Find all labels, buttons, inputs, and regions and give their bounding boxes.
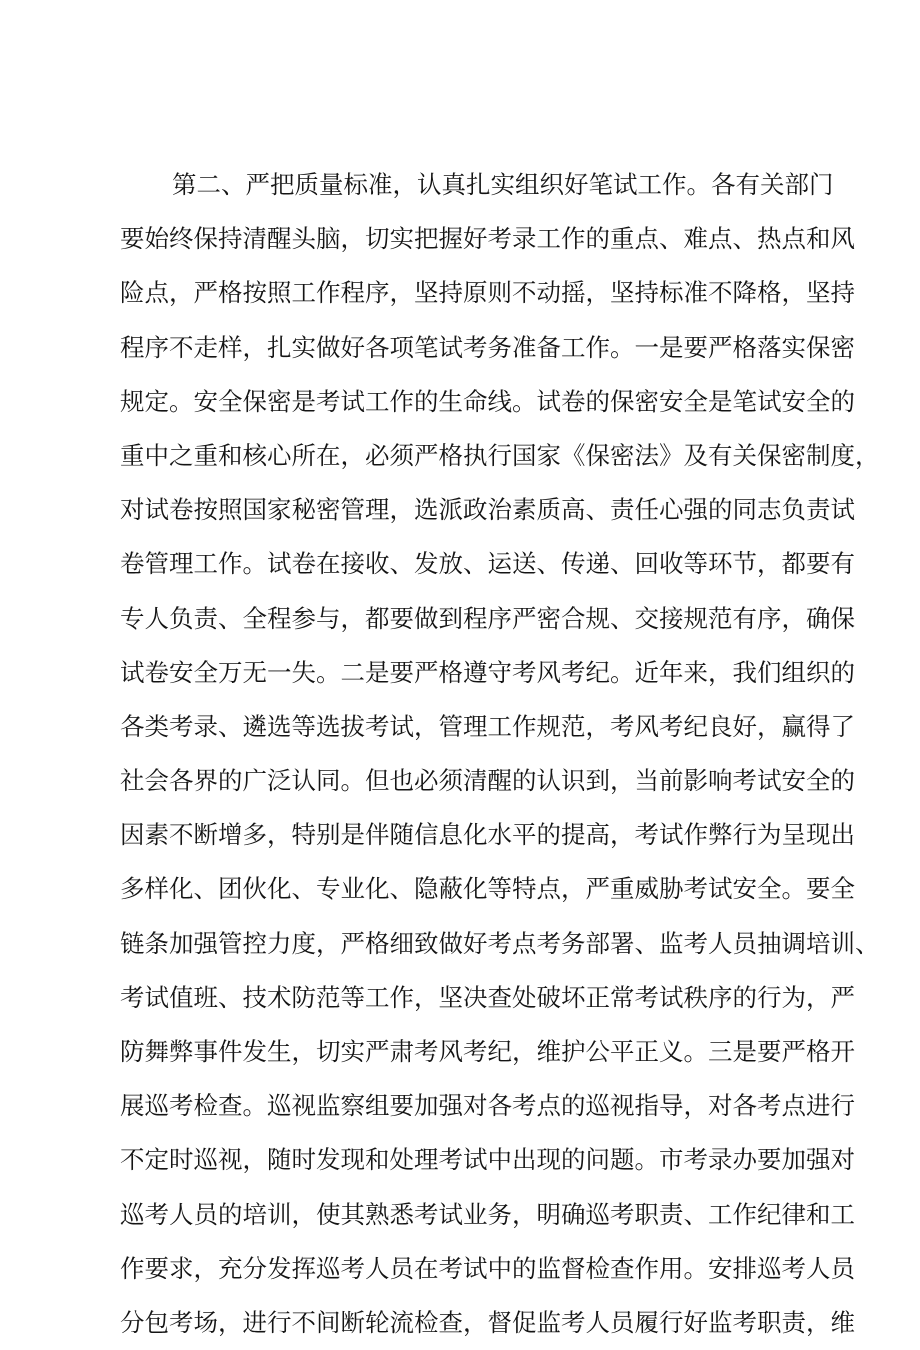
paragraph-line: 要始终保持清醒头脑，切实把握好考录工作的重点、难点、热点和风	[120, 224, 855, 254]
paragraph-line: 考试值班、技术防范等工作，坚决查处破坏正常考试秩序的行为，严	[120, 982, 855, 1012]
paragraph-line: 不定时巡视，随时发现和处理考试中出现的问题。市考录办要加强对	[120, 1145, 855, 1175]
paragraph-line: 卷管理工作。试卷在接收、发放、运送、传递、回收等环节，都要有	[120, 549, 855, 579]
paragraph-line: 多样化、团伙化、专业化、隐蔽化等特点，严重威胁考试安全。要全	[120, 874, 855, 904]
paragraph-line: 险点，严格按照工作程序，坚持原则不动摇，坚持标准不降格，坚持	[120, 278, 855, 308]
paragraph-line: 社会各界的广泛认同。但也必须清醒的认识到，当前影响考试安全的	[120, 766, 855, 796]
body-paragraph	[120, 158, 880, 1350]
paragraph-line: 专人负责、全程参与，都要做到程序严密合规、交接规范有序，确保	[120, 603, 855, 633]
paragraph-line: 各类考录、遴选等选拔考试，管理工作规范，考风考纪良好，赢得了	[120, 711, 855, 741]
paragraph-line: 作要求，充分发挥巡考人员在考试中的监督检查作用。安排巡考人员	[120, 1253, 855, 1283]
paragraph-line: 因素不断增多，特别是伴随信息化水平的提高，考试作弊行为呈现出	[120, 820, 855, 850]
paragraph-line: 巡考人员的培训，使其熟悉考试业务，明确巡考职责、工作纪律和工	[120, 1199, 855, 1229]
paragraph-line: 对试卷按照国家秘密管理，选派政治素质高、责任心强的同志负责试	[120, 495, 855, 525]
paragraph-line: 展巡考检查。巡视监察组要加强对各考点的巡视指导，对各考点进行	[120, 1091, 855, 1121]
paragraph-line: 分包考场，进行不间断轮流检查，督促监考人员履行好监考职责，维	[120, 1307, 855, 1337]
paragraph-line: 防舞弊事件发生，切实严肃考风考纪，维护公平正义。三是要严格开	[120, 1037, 855, 1066]
paragraph-line: 试卷安全万无一失。二是要严格遵守考风考纪。近年来，我们组织的	[120, 657, 855, 687]
paragraph-line: 程序不走样，扎实做好各项笔试考务准备工作。一是要严格落实保密	[120, 332, 855, 362]
paragraph-line: 重中之重和核心所在，必须严格执行国家《保密法》及有关保密制度，	[120, 440, 880, 470]
paragraph-line: 链条加强管控力度，严格细致做好考点考务部署、监考人员抽调培训、	[120, 928, 880, 958]
paragraph-line: 第二、严把质量标准，认真扎实组织好笔试工作。各有关部门	[172, 170, 834, 199]
paragraph-line: 规定。安全保密是考试工作的生命线。试卷的保密安全是笔试安全的	[120, 386, 855, 416]
